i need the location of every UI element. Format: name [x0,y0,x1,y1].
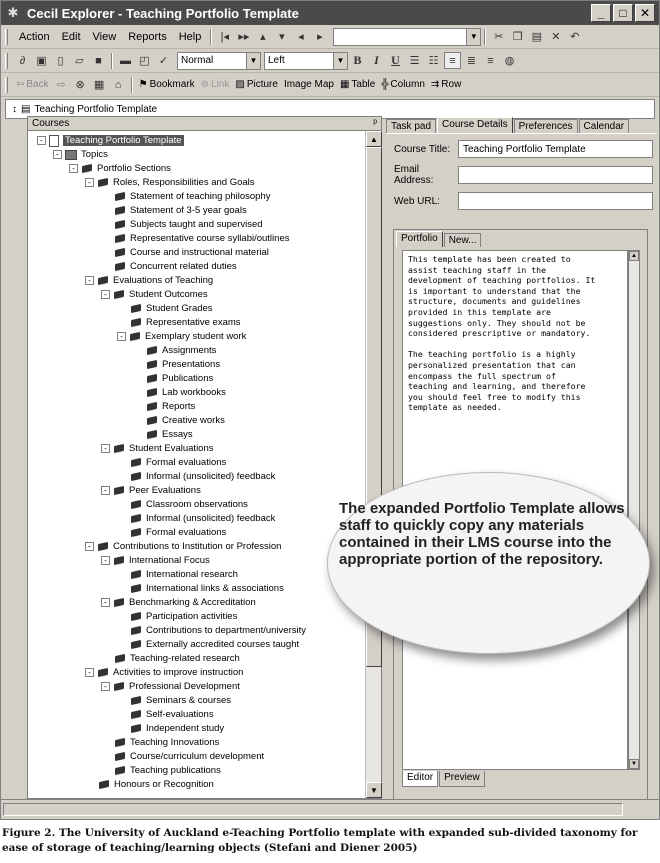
align-value: Left [268,55,285,66]
book-icon [113,556,125,566]
search-combo[interactable]: ▼ [333,28,481,46]
courses-pane-title: Courses [32,118,70,129]
text-scroll-up-icon[interactable]: ▲ [629,251,639,261]
align-select[interactable]: Left ▼ [264,52,348,70]
tree-node[interactable] [130,526,226,539]
collapse-toggle-icon[interactable]: - [101,444,110,453]
menu-help[interactable]: Help [178,30,202,43]
menu-edit[interactable]: Edit [61,30,81,43]
tree-node-label: Exemplary student work [145,331,247,342]
book-icon [146,374,158,384]
book-icon [146,360,158,370]
column-icon: ╬ [381,79,389,90]
tree-node[interactable] [130,610,237,623]
picture-button[interactable]: ▨ Picture [235,79,278,90]
book-icon [130,458,142,468]
collapse-toggle-icon[interactable]: - [117,332,126,341]
tree-node-label: Informal (unsolicited) feedback [146,513,276,524]
tree-node[interactable] [146,428,193,441]
tree-node[interactable] [101,680,240,693]
bullet-list-icon[interactable]: ☷ [428,55,439,67]
print-icon[interactable]: ▬ [120,54,131,67]
book-icon [97,276,109,286]
tree-node[interactable] [101,596,256,609]
tree-node[interactable] [85,176,255,189]
tree-node[interactable] [130,470,275,483]
picture-icon: ▨ [235,79,245,90]
menu-toolbar [1,25,659,49]
tab-editor[interactable]: Editor [402,771,438,787]
bookmark-button[interactable]: ⚑ Bookmark [138,79,195,90]
tree-node-label: Activities to improve instruction [113,667,244,678]
last-icon[interactable]: ▸▸ [238,31,250,43]
book-icon [113,682,125,692]
callout-text: The expanded Portfolio Template allows staff to quickly copy any materials contained in their LMS course into the appropriate portion of the repository. [339,500,625,568]
menu-action[interactable]: Action [19,30,50,43]
down-icon[interactable]: ▾ [279,31,285,43]
pane-pin-icon[interactable]: ᵖ [373,118,377,129]
details-tabs [386,116,657,133]
tree-node-label: Classroom observations [146,499,248,510]
tree-node[interactable] [114,260,237,273]
book-icon [146,416,158,426]
tree-node[interactable] [146,414,225,427]
tree-node[interactable] [101,442,214,455]
save-icon[interactable]: ■ [95,54,102,67]
spell-icon[interactable]: ∂ [19,54,26,67]
preview-icon[interactable]: ◰ [139,55,150,67]
tree-node[interactable] [130,638,299,651]
app-icon: ✱ [7,5,19,20]
table-button[interactable]: ▦ Table [339,79,376,90]
tree-node-label: Teaching Portfolio Template [65,135,182,146]
column-button[interactable]: ╬ Column [381,79,425,90]
tree-node[interactable] [146,372,213,385]
first-icon[interactable]: |◂ [220,31,230,43]
spellcheck-icon[interactable]: ✓ [158,55,169,67]
align-center-icon[interactable]: ≣ [466,55,477,67]
tree-scrollbar[interactable] [365,131,381,798]
collapse-toggle-icon[interactable]: - [101,598,110,607]
tree-node-label: Topics [81,149,108,160]
book-icon [130,696,142,706]
book-icon [130,570,142,580]
tree-node-label: Contributions to Institution or Profession [113,541,282,552]
book-icon [130,318,142,328]
italic-button[interactable]: I [374,53,379,67]
tree-node-label: Self-evaluations [146,709,214,720]
image-map-button[interactable]: Image Map [283,79,334,90]
web-url-label: Web URL: [394,195,440,207]
collapse-toggle-icon[interactable]: - [85,178,94,187]
tree-node-label: Subjects taught and supervised [130,219,263,230]
courses-pane [27,116,382,799]
tree-node-label: Seminars & courses [146,695,232,706]
tree-node-label: Assignments [162,345,217,356]
tree-node-label: Essays [162,429,193,440]
email-input[interactable] [458,166,653,184]
book-icon [130,626,142,636]
book-icon [114,654,126,664]
window-title: Cecil Explorer - Teaching Portfolio Template [27,5,299,21]
book-icon [130,710,142,720]
tree-node[interactable] [130,512,275,525]
tree-node-label: Participation activities [146,611,238,622]
book-icon [114,206,126,216]
text-scroll-down-icon[interactable]: ▼ [629,759,639,769]
book-icon [97,668,109,678]
tab-task-pad[interactable]: Task pad [386,119,436,133]
delete-icon[interactable]: ✕ [551,31,561,43]
tree-node-label: Formal evaluations [146,527,227,538]
book-icon [146,402,158,412]
tree-node[interactable] [130,568,238,581]
book-icon [130,472,142,482]
book-icon [81,164,93,174]
tree-node-label: International research [146,569,238,580]
tree-node[interactable] [130,708,214,721]
tree-node-label: Teaching publications [130,765,221,776]
palette-icon[interactable]: ◍ [504,55,515,67]
copy-icon[interactable]: ❐ [512,31,523,43]
tree-node-label: Externally accredited courses taught [146,639,300,650]
tree-node[interactable] [146,400,195,413]
description-textarea[interactable]: This template has been created to assist teaching staff in the development of teaching portfolios. It is important to understand that the structure, documents and guidelines provided in this template are suggestions only. They should not be considered prescriptive or mandatory. The teaching portfolio is a highly personalized presentation that can encompass the full spectrum of teaching and learning, and therefore you should feel free to modify this template as needed. [402,250,628,770]
tree-node-label: Representative course syllabi/outlines [130,233,290,244]
callout-bubble [327,472,650,654]
tree-node[interactable] [117,330,246,343]
courses-pane-header [28,117,381,131]
web-url-input[interactable] [458,192,653,210]
book-icon [97,542,109,552]
tree-node[interactable] [101,484,201,497]
tree-node-label: Teaching-related research [130,653,240,664]
tree-node[interactable] [114,218,263,231]
tree-node[interactable] [114,232,289,245]
tab-preferences[interactable]: Preferences [514,119,578,133]
course-title-label: Course Title: [394,143,451,155]
collapse-toggle-icon[interactable]: - [69,164,78,173]
book-icon [114,220,126,230]
tree-node-label: Lab workbooks [162,387,226,398]
right-icon[interactable]: ▸ [317,31,323,43]
refresh-icon[interactable]: ▦ [93,79,105,91]
document-icon [49,135,59,147]
tree-node[interactable] [114,246,269,259]
tree-node-label: Student Evaluations [129,443,214,454]
tree-node[interactable] [85,274,213,287]
status-bar [1,799,659,819]
tree-node-label: Reports [162,401,196,412]
collapse-toggle-icon[interactable]: - [53,150,62,159]
tree-node[interactable] [146,358,220,371]
tree-node-label: Professional Development [129,681,240,692]
book-icon [130,584,142,594]
book-icon [146,346,158,356]
tree-node[interactable] [69,162,171,175]
book-icon [114,262,126,272]
tree-node[interactable] [130,498,248,511]
tree-node[interactable] [85,666,243,679]
collapse-toggle-icon[interactable]: - [85,542,94,551]
book-icon [113,290,125,300]
tab-calendar[interactable]: Calendar [579,119,630,133]
page-icon: ▤ [21,103,31,115]
book-icon [114,738,126,748]
book-icon [114,248,126,258]
back-button[interactable]: ⇦ Back [16,79,49,90]
align-right-icon[interactable]: ≡ [487,54,494,67]
collapse-toggle-icon[interactable]: - [101,290,110,299]
book-icon [130,724,142,734]
collapse-toggle-icon[interactable]: - [37,136,46,145]
editor-tabs [402,771,486,787]
tree-node[interactable] [85,540,281,553]
cut-icon[interactable]: ✂ [494,31,504,43]
nav-toolbar [1,73,659,97]
open-icon[interactable]: ▱ [75,55,84,67]
style-select[interactable]: Normal ▼ [177,52,261,70]
minimize-button[interactable]: _ [591,4,611,22]
menu-view[interactable]: View [92,30,117,43]
home-icon[interactable]: ⌂ [114,78,122,91]
tree-node-label: International links & associations [146,583,284,594]
book-icon [97,178,109,188]
tree-node-label: Evaluations of Teaching [113,275,214,286]
tree-node-label: Statement of 3-5 year goals [130,205,247,216]
tree-node[interactable] [101,288,208,301]
tree-node[interactable] [130,624,306,637]
tree-node[interactable] [114,652,240,665]
tree-node-label: Portfolio Sections [97,163,171,174]
new-doc-icon[interactable]: ▯ [57,55,64,67]
forward-icon[interactable]: ⇨ [56,79,66,91]
collapse-toggle-icon[interactable]: - [101,486,110,495]
tab-new[interactable]: New... [444,233,482,247]
book-icon [113,486,125,496]
tree-node[interactable] [130,582,284,595]
portfolio-tabs [394,230,647,247]
format-toolbar [1,49,659,73]
tree-node[interactable] [101,554,210,567]
book-icon [113,598,125,608]
pin-icon: ↕ [12,103,17,115]
book-icon [130,612,142,622]
tree-node-label: Informal (unsolicited) feedback [146,471,276,482]
table-icon: ▦ [339,79,350,90]
maximize-button[interactable]: □ [613,4,633,22]
row-button[interactable]: ⇉ Row [430,79,462,90]
book-icon [146,430,158,440]
tree-node[interactable] [98,778,214,791]
title-bar [1,1,659,25]
book-icon [130,640,142,650]
course-tree [28,131,365,798]
underline-button[interactable]: U [391,53,400,67]
book-icon [146,388,158,398]
tab-portfolio[interactable]: Portfolio [396,231,443,247]
back-arrow-icon: ⇦ [16,79,25,90]
tree-node[interactable] [114,764,221,777]
course-title-input[interactable]: Teaching Portfolio Template [458,140,653,158]
tree-node-label: Concurrent related duties [130,261,237,272]
tree-node[interactable] [53,148,108,161]
book-icon [129,332,141,342]
book-icon [114,766,126,776]
tree-node[interactable] [114,750,264,763]
up-icon[interactable]: ▴ [260,31,266,43]
book-icon [113,444,125,454]
tree-node-label: Formal evaluations [146,457,227,468]
tree-node-label: Independent study [146,723,225,734]
tree-node-label: Honours or Recognition [114,779,214,790]
book-icon [114,192,126,202]
tree-node[interactable] [130,456,226,469]
tree-node[interactable] [114,736,219,749]
close-button[interactable]: ✕ [635,4,655,22]
link-button[interactable]: ⊚ Link [200,79,230,90]
book-icon [130,304,142,314]
figure-caption: Figure 2. The University of Auckland e-Teaching Portfolio template with expanded sub-divided taxonomy for ease of storage of teaching/learning objects (Stefani and Diener 2005) [2,827,638,854]
tree-node-label: Contributions to department/university [146,625,306,636]
tree-node-label: Creative works [162,415,225,426]
book-icon [130,500,142,510]
tree-node-label: Student Grades [146,303,213,314]
menu-reports[interactable]: Reports [128,30,167,43]
tree-node-label: Statement of teaching philosophy [130,191,271,202]
toolbar-grip [5,29,8,45]
style-value: Normal [181,55,214,66]
tree-node-label: Course and instructional material [130,247,269,258]
scroll-up-icon[interactable]: ▲ [366,131,382,147]
tree-node[interactable] [130,316,241,329]
tree-node-label: Student Outcomes [129,289,208,300]
tree-node-label: Course/curriculum development [130,751,265,762]
book-icon [130,514,142,524]
tree-node[interactable] [146,386,226,399]
tree-node-label: Roles, Responsibilities and Goals [113,177,255,188]
details-pane [386,116,657,799]
collapse-toggle-icon[interactable]: - [101,682,110,691]
tree-node-label: Representative exams [146,317,241,328]
tree-node[interactable] [130,722,224,735]
stop-icon[interactable]: ⊗ [75,79,85,91]
tree-node[interactable] [37,134,184,147]
tree-node-label: Publications [162,373,214,384]
email-label: Email Address: [394,164,434,186]
book-icon [114,234,126,244]
tree-node[interactable] [114,190,270,203]
book-icon [98,780,110,790]
print-preview-icon[interactable]: ▣ [36,55,47,67]
scroll-down-icon[interactable]: ▼ [366,782,382,798]
collapse-toggle-icon[interactable]: - [85,668,94,677]
numbered-list-icon[interactable]: ☰ [409,55,420,67]
align-left-icon[interactable]: ≡ [444,52,461,69]
bookmark-icon: ⚑ [138,79,148,90]
paste-icon[interactable]: ▤ [531,31,543,43]
tree-node-label: International Focus [129,555,210,566]
folder-icon [65,150,77,160]
tree-node-label: Teaching Innovations [130,737,220,748]
bold-button[interactable]: B [353,53,362,67]
collapse-toggle-icon[interactable]: - [85,276,94,285]
tree-node-label: Benchmarking & Accreditation [129,597,256,608]
tree-node-label: Peer Evaluations [129,485,201,496]
link-icon: ⊚ [200,79,209,90]
tree-node[interactable] [130,694,231,707]
address-value: Teaching Portfolio Template [34,103,158,115]
book-icon [114,752,126,762]
undo-icon[interactable]: ↶ [570,31,580,43]
left-icon[interactable]: ◂ [298,31,304,43]
row-icon: ⇉ [430,79,440,90]
tree-node[interactable] [114,204,247,217]
tree-node[interactable] [146,344,216,357]
book-icon [130,528,142,538]
tree-node-label: Presentations [162,359,221,370]
tab-preview[interactable]: Preview [439,771,485,787]
tree-node[interactable] [130,302,213,315]
collapse-toggle-icon[interactable]: - [101,556,110,565]
course-details-form [386,133,657,219]
tab-course-details[interactable]: Course Details [437,117,513,133]
